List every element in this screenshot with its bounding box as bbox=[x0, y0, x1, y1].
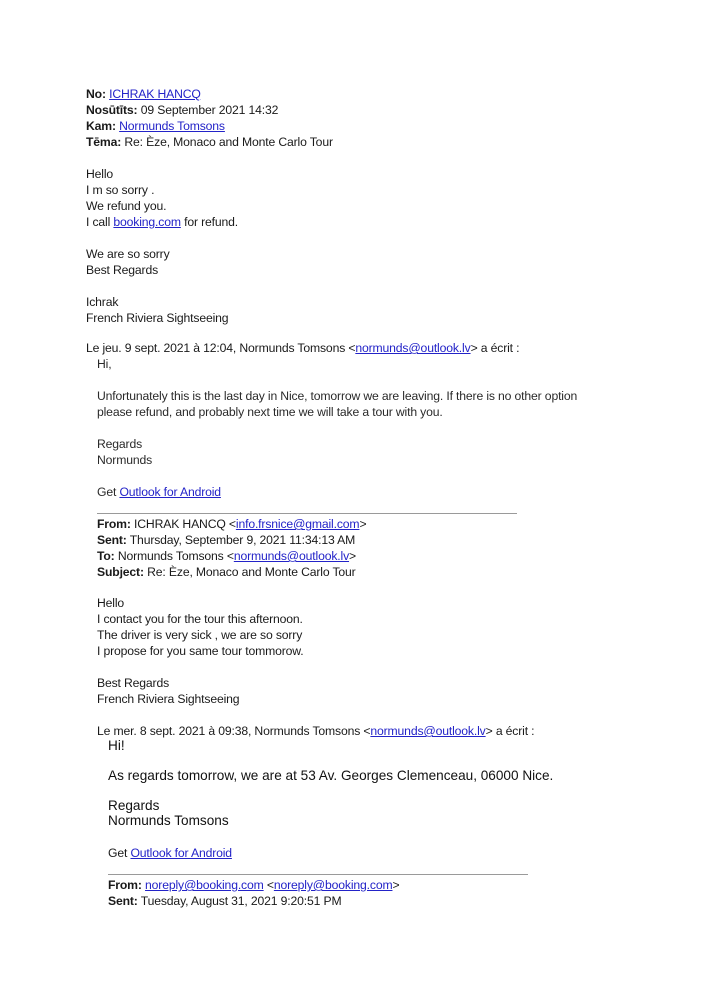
fwd1-closing: French Riviera Sightseeing bbox=[97, 692, 240, 706]
fwd1-from-label: From: bbox=[97, 517, 131, 531]
header-to-label: Kam: bbox=[86, 119, 116, 133]
quote1-get-outlook bbox=[97, 484, 221, 500]
header-from-link[interactable]: ICHRAK HANCQ bbox=[109, 87, 201, 101]
fwd1-sent-label: Sent: bbox=[97, 533, 127, 547]
quote1-intro-suffix: > a écrit : bbox=[470, 341, 520, 355]
quote2-signoff: Normunds Tomsons bbox=[108, 813, 229, 828]
reply-closing: Best Regards bbox=[86, 263, 159, 277]
fwd1-from-name: ICHRAK HANCQ < bbox=[134, 517, 236, 531]
header-sent-label: Nosūtīts: bbox=[86, 103, 138, 117]
quote2-signoff: Regards bbox=[108, 798, 160, 813]
header-from bbox=[86, 86, 201, 102]
fwd1-subject-label: Subject: bbox=[97, 565, 144, 579]
fwd1-subject bbox=[97, 564, 356, 580]
fwd1-sent bbox=[97, 532, 355, 548]
fwd2-from-open: < bbox=[263, 878, 274, 892]
quote1-signoff: Normunds bbox=[97, 453, 153, 467]
fwd1-intro-email-link[interactable]: normunds@outlook.lv bbox=[370, 724, 486, 738]
reply-signature: Ichrak bbox=[86, 295, 119, 309]
quote2-get-outlook bbox=[108, 845, 232, 861]
reply-line: I m so sorry . bbox=[86, 183, 155, 197]
fwd1-body-line: I propose for you same tour tommorow. bbox=[97, 644, 304, 658]
fwd1-body-line: Hello bbox=[97, 596, 125, 610]
booking-link[interactable]: booking.com bbox=[113, 215, 181, 229]
quote2-body: As regards tomorrow, we are at 53 Av. Georges Clemenceau, 06000 Nice. bbox=[108, 768, 554, 783]
divider bbox=[97, 513, 517, 514]
reply-call-line bbox=[86, 214, 238, 230]
fwd1-to-label: To: bbox=[97, 549, 115, 563]
fwd2-from-close: > bbox=[392, 878, 400, 892]
quote1-body-line: please refund, and probably next time we will take a tour with you. bbox=[97, 405, 443, 419]
reply-closing: We are so sorry bbox=[86, 247, 170, 261]
header-subject bbox=[86, 134, 333, 150]
quote1-email-link[interactable]: normunds@outlook.lv bbox=[355, 341, 471, 355]
divider bbox=[108, 874, 528, 875]
fwd1-to-email-link[interactable]: normunds@outlook.lv bbox=[233, 549, 350, 563]
fwd1-to-close: > bbox=[349, 549, 356, 563]
fwd2-from bbox=[108, 877, 399, 893]
fwd1-from bbox=[97, 516, 366, 532]
fwd1-body-line: I contact you for the tour this afternoon. bbox=[97, 612, 303, 626]
fwd1-intro-prefix: Le mer. 8 sept. 2021 à 09:38, Normunds Tomsons < bbox=[97, 724, 371, 738]
quote2-greeting: Hi! bbox=[108, 738, 125, 753]
fwd2-from-email-link[interactable]: noreply@booking.com bbox=[145, 878, 264, 892]
fwd1-sent-value: Thursday, September 9, 2021 11:34:13 AM bbox=[129, 533, 356, 547]
quote1-intro bbox=[86, 340, 519, 356]
header-sent-value: 09 September 2021 14:32 bbox=[140, 103, 279, 117]
header-sent bbox=[86, 102, 278, 118]
fwd2-sent-value: Tuesday, August 31, 2021 9:20:51 PM bbox=[140, 894, 342, 908]
fwd1-to bbox=[97, 548, 356, 564]
fwd1-from-email-link[interactable]: info.frsnice@gmail.com bbox=[235, 517, 360, 531]
header-subject-value: Re: Èze, Monaco and Monte Carlo Tour bbox=[124, 135, 333, 149]
fwd2-from-label: From: bbox=[108, 878, 142, 892]
reply-line: We refund you. bbox=[86, 199, 167, 213]
fwd1-body-line: The driver is very sick , we are so sorry bbox=[97, 628, 303, 642]
reply-call-suffix: for refund. bbox=[180, 215, 238, 229]
fwd1-to-name: Normunds Tomsons < bbox=[117, 549, 234, 563]
outlook-android-link[interactable]: Outlook for Android bbox=[119, 485, 221, 499]
header-to-link[interactable]: Normunds Tomsons bbox=[119, 119, 225, 133]
fwd2-from-email-link-2[interactable]: noreply@booking.com bbox=[273, 878, 393, 892]
fwd1-closing: Best Regards bbox=[97, 676, 170, 690]
header-subject-label: Tēma: bbox=[86, 135, 122, 149]
quote1-greeting: Hi, bbox=[97, 357, 112, 371]
quote1-signoff: Regards bbox=[97, 437, 143, 451]
reply-call-prefix: I call bbox=[86, 215, 114, 229]
fwd1-intro-suffix: > a écrit : bbox=[485, 724, 535, 738]
quote1-intro-prefix: Le jeu. 9 sept. 2021 à 12:04, Normunds Tomsons < bbox=[86, 341, 356, 355]
fwd1-from-close: > bbox=[359, 517, 367, 531]
reply-line: Hello bbox=[86, 167, 114, 181]
outlook-android-link-2[interactable]: Outlook for Android bbox=[130, 846, 232, 860]
fwd1-quote-intro bbox=[97, 723, 534, 739]
fwd2-sent bbox=[108, 893, 342, 909]
header-from-label: No: bbox=[86, 87, 106, 101]
quote2-get-prefix: Get bbox=[108, 846, 131, 860]
quote1-get-prefix: Get bbox=[97, 485, 120, 499]
fwd1-subject-value: Re: Èze, Monaco and Monte Carlo Tour bbox=[147, 565, 356, 579]
quote1-body-line: Unfortunately this is the last day in Nice, tomorrow we are leaving. If there is no other option bbox=[97, 389, 578, 403]
fwd2-sent-label: Sent: bbox=[108, 894, 138, 908]
reply-signature: French Riviera Sightseeing bbox=[86, 311, 229, 325]
header-to bbox=[86, 118, 225, 134]
